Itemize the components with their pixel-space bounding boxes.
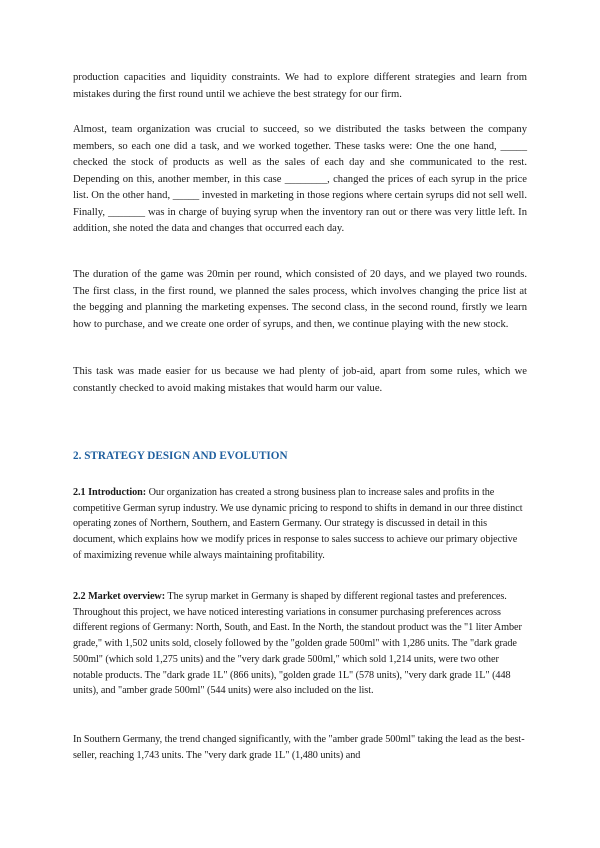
paragraph-strategy-learning: production capacities and liquidity constraints. We had to explore different strategies and learn from mistakes during the first round until we achieve the best strategy for our firm. [73,72,527,100]
paragraph-southern-germany: In Southern Germany, the trend changed significantly, with the "amber grade 500ml" taking the lead as the best-seller, reaching 1,743 units. The "very dark grade 1L" (1,480 units) and [73,734,525,761]
paragraph-market-overview [73,589,527,699]
paragraph-job-aid: This task was made easier for us because we had plenty of job-aid, apart from some rules, which we constantly checked to avoid making mistakes that would harm our value. [73,366,527,394]
paragraph-game-duration: The duration of the game was 20min per round, which consisted of 20 days, and we played two rounds. The first class, in the first round, we planned the sales process, which involves changing the price list at the begging and planning the marketing expenses. The second class, in the second round, firstly we learn how to purchase, and we create one order of syrups, and then, we continue playing with the new stock. [73,269,527,330]
introduction-label: 2.1 Introduction: [73,487,147,498]
market-overview-label: 2.2 Market overview: [73,591,166,602]
paragraph-introduction [73,485,527,564]
market-overview-text: The syrup market in Germany is shaped by different regional tastes and preferences. Throughout this project, we have noticed interesting variations in consumer purchasing preferences across different regions of Germany: North, South, and East. In the North, the standout product was the "1 liter Amber grade," with 1,502 units sold, closely followed by the "golden grade 500ml" with 1,286 units. The "dark grade 500ml" (which sold 1,275 units) and the "very dark grade 500ml," which sold 1,214 units, were two other notable products. The "dark grade 1L" (866 units), "golden grade 1L" (578 units), "very dark grade 1L" (448 units), and "amber grade 500ml" (544 units) were also included on the list. [73,591,522,697]
paragraph-team-organization: Almost, team organization was crucial to succeed, so we distributed the tasks between the company members, so each one did a task, and we worked together. These tasks were: One the one hand, _____ checked the stock of products as well as the sales of each day and she communicated to the rest. Depending on this, another member, in this case ________, changed the prices of each syrup in the price list. On the other hand, _____ invested in marketing in those regions where certain syrups did not sell well. Finally, _______ was in charge of buying syrup when the inventory ran out or there was very little left. In addition, she noted the data and changes that occurred each day. [73,124,527,234]
section-heading: 2. STRATEGY DESIGN AND EVOLUTION [73,450,288,462]
introduction-text: Our organization has created a strong business plan to increase sales and profits in the competitive German syrup industry. We use dynamic pricing to respond to shifts in demand in our three distinct operating zones of Northern, Southern, and Eastern Germany. Our strategy is discussed in detail in this document, which explains how we modify prices in response to sales success to achieve our primary objective of maximizing revenue while always maintaining profitability. [73,487,523,561]
